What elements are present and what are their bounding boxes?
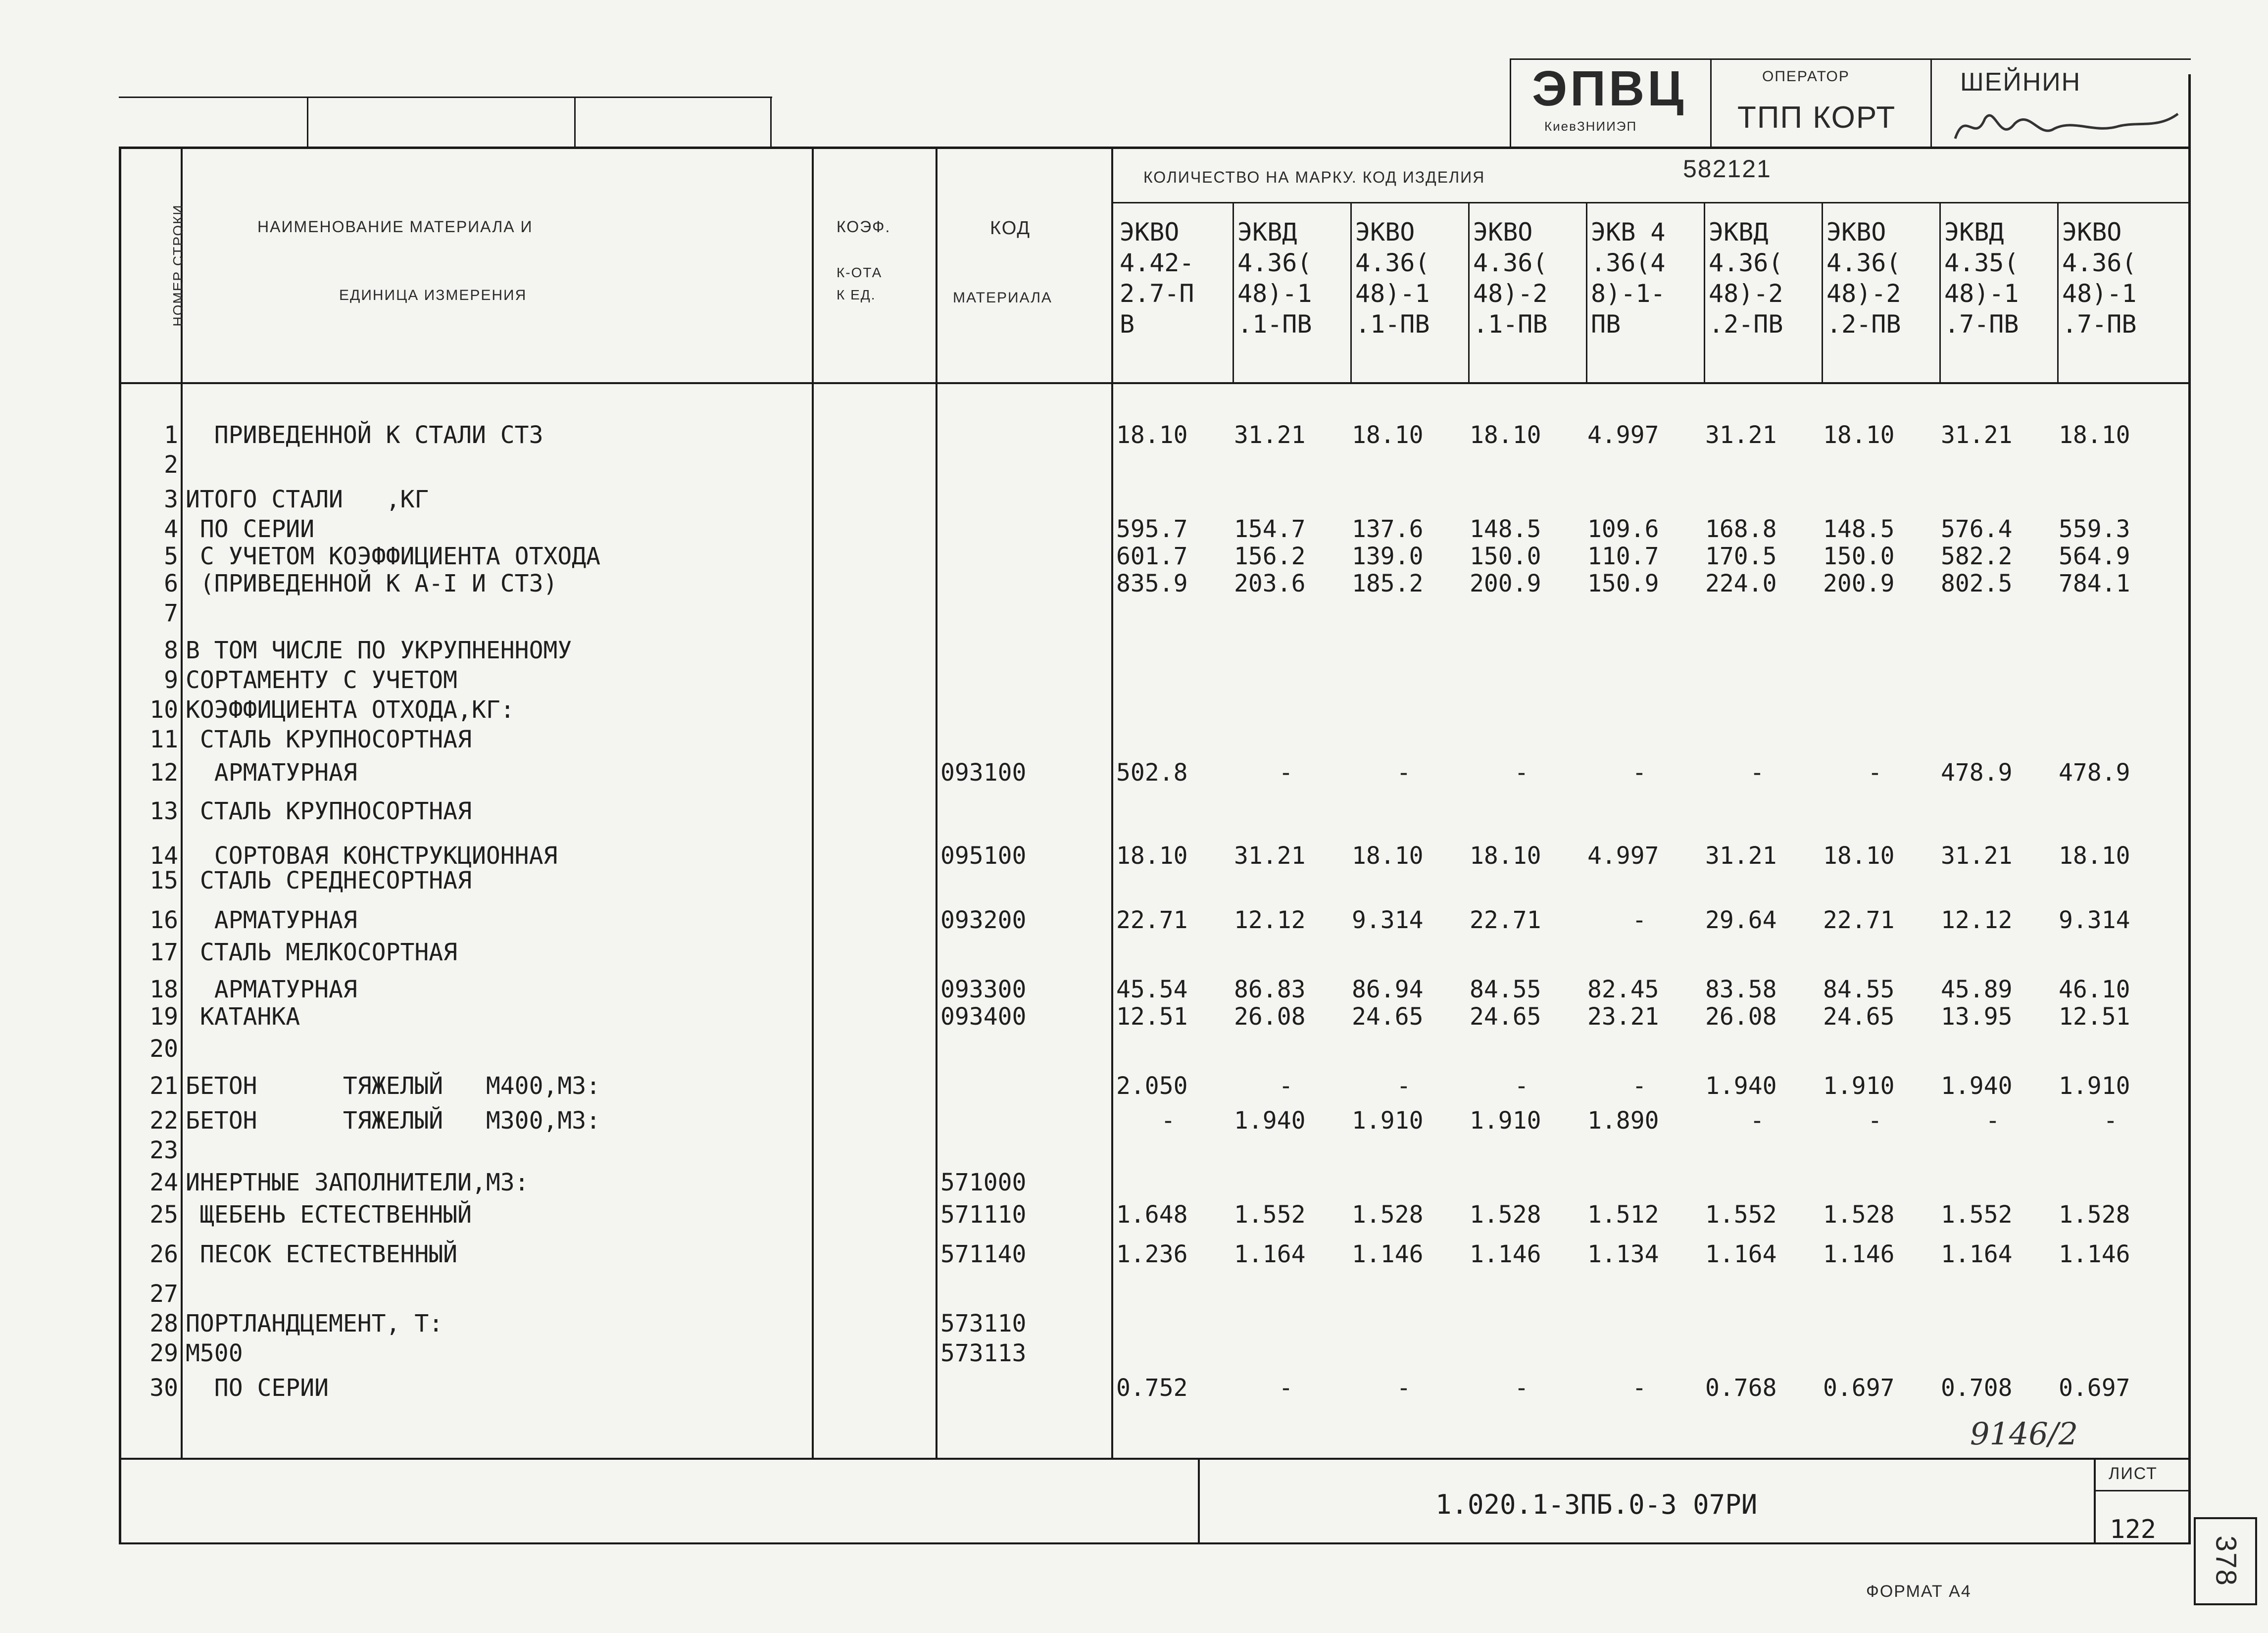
coef-header-3: К ЕД. (837, 287, 876, 302)
operator-value: ТПП КОРТ (1737, 100, 1896, 135)
row-number-header: НОМЕР СТРОКИ (170, 204, 186, 327)
row-number: 10 (149, 696, 178, 724)
column-header-line: ЭКВД (1944, 218, 2004, 247)
row-value: 1.134 (1587, 1240, 1659, 1268)
col-sep (936, 147, 937, 1458)
row-value: - (1632, 1072, 1647, 1100)
handwritten-note: 9146/2 (1970, 1416, 2078, 1452)
column-header-line: .2-ПВ (1826, 310, 1901, 339)
row-material-name: ИТОГО СТАЛИ ,КГ (186, 486, 429, 513)
row-value: 150.0 (1470, 543, 1541, 570)
row-value: 45.54 (1116, 976, 1188, 1003)
row-number: 5 (164, 543, 178, 570)
row-number: 6 (164, 570, 178, 597)
row-value: 1.910 (1352, 1107, 1424, 1135)
row-material-code: 571000 (940, 1169, 1027, 1196)
row-value: 12.12 (1234, 906, 1306, 934)
row-value: 1.146 (1470, 1240, 1541, 1268)
column-header-line: ЭКВО (2062, 218, 2122, 247)
row-material-name: КАТАНКА (186, 1003, 300, 1031)
sheet-number: 122 (2110, 1515, 2156, 1544)
row-material-code: 573110 (940, 1310, 1027, 1337)
sub-sep (1586, 202, 1587, 383)
row-value: 46.10 (2059, 976, 2130, 1003)
row-material-name: ПОРТЛАНДЦЕМЕНТ, Т: (186, 1310, 444, 1337)
row-value: 84.55 (1823, 976, 1895, 1003)
column-header-line: 4.36( (1709, 248, 1783, 277)
column-header-line: 48)-1 (2062, 279, 2137, 308)
column-header-line: .2-ПВ (1709, 310, 1783, 339)
row-value: 502.8 (1116, 759, 1188, 787)
row-value: 203.6 (1234, 570, 1306, 597)
column-header-line: .1-ПВ (1237, 310, 1312, 339)
row-value: - (1514, 1374, 1529, 1402)
column-header-line: .1-ПВ (1355, 310, 1430, 339)
row-value: - (1279, 1072, 1293, 1100)
column-header-line: 4.36( (1473, 248, 1548, 277)
row-value: - (1750, 759, 1765, 787)
col-sep (1111, 147, 1113, 1458)
row-value: - (1632, 759, 1647, 787)
row-value: 1.940 (1705, 1072, 1777, 1100)
row-value: 1.528 (1470, 1201, 1541, 1229)
row-value: 23.21 (1587, 1003, 1659, 1031)
row-number: 21 (149, 1072, 178, 1100)
coef-header-2: К-ОТА (837, 265, 883, 280)
row-material-name: БЕТОН ТЯЖЕЛЫЙ М400,М3: (186, 1072, 601, 1100)
footer-line (2094, 1490, 2190, 1491)
row-value: 168.8 (1705, 515, 1777, 543)
column-header-line: ЭКВО (1120, 218, 1180, 247)
row-value: 24.65 (1823, 1003, 1895, 1031)
row-value: 1.512 (1587, 1201, 1659, 1229)
row-material-name: СТАЛЬ КРУПНОСОРТНАЯ (186, 797, 472, 825)
row-value: 148.5 (1823, 515, 1895, 543)
row-value: 154.7 (1234, 515, 1306, 543)
row-material-name: ЩЕБЕНЬ ЕСТЕСТВЕННЫЙ (186, 1201, 472, 1229)
column-header-line: 8)-1- (1591, 279, 1666, 308)
column-header-line: 2.7-П (1120, 279, 1194, 308)
row-material-name: СТАЛЬ СРЕДНЕСОРТНАЯ (186, 867, 472, 894)
row-value: - (1279, 759, 1293, 787)
row-material-code: 571110 (940, 1201, 1027, 1229)
row-number: 16 (149, 906, 178, 934)
row-number: 7 (164, 599, 178, 627)
row-value: 18.10 (1823, 421, 1895, 449)
row-value: 18.10 (1116, 421, 1188, 449)
row-material-name: ИНЕРТНЫЕ ЗАПОЛНИТЕЛИ,М3: (186, 1169, 529, 1196)
org-name: ЭПВЦ (1532, 61, 1687, 116)
row-value: 1.528 (2059, 1201, 2130, 1229)
row-value: 1.552 (1234, 1201, 1306, 1229)
row-value: 18.10 (2059, 421, 2130, 449)
row-value: - (1396, 1374, 1411, 1402)
row-value: 0.752 (1116, 1374, 1188, 1402)
column-header-line: .7-ПВ (1944, 310, 2019, 339)
row-value: 12.12 (1941, 906, 2013, 934)
row-material-name: СТАЛЬ КРУПНОСОРТНАЯ (186, 726, 472, 753)
row-value: 1.164 (1941, 1240, 2013, 1268)
row-value: 18.10 (1116, 842, 1188, 870)
row-value: 24.65 (1470, 1003, 1541, 1031)
row-value: - (1396, 1072, 1411, 1100)
row-material-code: 093200 (940, 906, 1027, 934)
sub-sep (1822, 202, 1823, 383)
row-value: 224.0 (1705, 570, 1777, 597)
row-value: - (1750, 1107, 1765, 1135)
org-subname: КиевЗНИИЭП (1544, 119, 1637, 134)
row-material-name: М500 (186, 1339, 243, 1367)
row-value: - (1985, 1107, 2000, 1135)
row-value: 22.71 (1116, 906, 1188, 934)
column-header-line: 48)-2 (1709, 279, 1783, 308)
row-value: 4.997 (1587, 421, 1659, 449)
row-value: - (1161, 1107, 1176, 1135)
row-number: 18 (149, 976, 178, 1003)
row-material-code: 093300 (940, 976, 1027, 1003)
material-unit-header: ЕДИНИЦА ИЗМЕРЕНИЯ (339, 287, 527, 303)
row-value: 784.1 (2059, 570, 2130, 597)
row-value: 139.0 (1352, 543, 1424, 570)
column-header-line: 4.35( (1944, 248, 2019, 277)
column-header-line: ЭКВО (1473, 218, 1533, 247)
row-material-name: ПРИВЕДЕННОЙ К СТАЛИ СТ3 (186, 421, 543, 449)
row-number: 3 (164, 486, 178, 513)
row-number: 29 (149, 1339, 178, 1367)
column-header-line: ПВ (1591, 310, 1621, 339)
column-header-line: 48)-1 (1355, 279, 1430, 308)
row-value: 200.9 (1823, 570, 1895, 597)
column-header-line: .7-ПВ (2062, 310, 2137, 339)
sub-sep (1233, 202, 1234, 383)
row-value: - (1279, 1374, 1293, 1402)
row-number: 22 (149, 1107, 178, 1135)
column-header-line: .36(4 (1591, 248, 1666, 277)
row-value: 31.21 (1941, 842, 2013, 870)
row-value: 1.528 (1823, 1201, 1895, 1229)
column-header-line: 4.36( (1826, 248, 1901, 277)
stamp-line (1510, 58, 2191, 60)
row-value: 12.51 (1116, 1003, 1188, 1031)
topbox-line (119, 97, 772, 98)
column-header-line: ЭКВО (1355, 218, 1415, 247)
row-number: 30 (149, 1374, 178, 1402)
row-material-name: В ТОМ ЧИСЛЕ ПО УКРУПНЕННОМУ (186, 637, 572, 664)
operator-name: ШЕЙНИН (1960, 68, 2081, 97)
row-number: 23 (149, 1137, 178, 1164)
column-header-line: 48)-2 (1473, 279, 1548, 308)
row-value: 82.45 (1587, 976, 1659, 1003)
row-value: 576.4 (1941, 515, 2013, 543)
topbox-line (770, 97, 772, 148)
row-value: 802.5 (1941, 570, 2013, 597)
product-code: 582121 (1683, 155, 1772, 183)
sub-sep (2057, 202, 2059, 383)
document-designation: 1.020.1-3ПБ.0-3 07РИ (1435, 1489, 1758, 1520)
row-value: 564.9 (2059, 543, 2130, 570)
sub-sep (1350, 202, 1352, 383)
row-value: 31.21 (1705, 842, 1777, 870)
code-header-2: МАТЕРИАЛА (953, 290, 1052, 306)
row-material-name: КОЭФФИЦИЕНТА ОТХОДА,КГ: (186, 696, 515, 724)
row-material-name: БЕТОН ТЯЖЕЛЫЙ М300,М3: (186, 1107, 601, 1135)
quantity-header: КОЛИЧЕСТВО НА МАРКУ. КОД ИЗДЕЛИЯ (1143, 168, 1485, 186)
row-number: 20 (149, 1035, 178, 1063)
row-material-name: С УЧЕТОМ КОЭФФИЦИЕНТА ОТХОДА (186, 543, 601, 570)
row-value: - (1514, 759, 1529, 787)
row-value: 1.146 (1352, 1240, 1424, 1268)
row-value: 0.708 (1941, 1374, 2013, 1402)
row-number: 9 (164, 666, 178, 694)
row-material-code: 093400 (940, 1003, 1027, 1031)
row-value: - (1514, 1072, 1529, 1100)
row-material-code: 093100 (940, 759, 1027, 787)
row-number: 15 (149, 867, 178, 894)
row-value: 200.9 (1470, 570, 1541, 597)
row-number: 26 (149, 1240, 178, 1268)
row-material-name: ПО СЕРИИ (186, 1374, 329, 1402)
frame-top (119, 147, 2191, 149)
row-value: 582.2 (1941, 543, 2013, 570)
row-material-name: АРМАТУРНАЯ (186, 976, 357, 1003)
row-material-name: АРМАТУРНАЯ (186, 906, 357, 934)
row-material-code: 573113 (940, 1339, 1027, 1367)
sub-sep (1468, 202, 1470, 383)
row-value: 0.697 (2059, 1374, 2130, 1402)
topbox-line (307, 97, 308, 148)
row-value: 1.940 (1941, 1072, 2013, 1100)
sub-sep (1939, 202, 1941, 383)
row-material-name: АРМАТУРНАЯ (186, 759, 357, 787)
row-value: 601.7 (1116, 543, 1188, 570)
row-value: 84.55 (1470, 976, 1541, 1003)
row-value: 0.768 (1705, 1374, 1777, 1402)
column-header-line: ЭКВ 4 (1591, 218, 1666, 247)
frame-right (2188, 74, 2191, 1544)
column-header-line: 4.36( (2062, 248, 2137, 277)
code-header-1: КОД (990, 218, 1031, 239)
row-value: - (1868, 1107, 1882, 1135)
coef-header-1: КОЭФ. (837, 218, 891, 236)
row-number: 1 (164, 421, 178, 449)
row-value: 1.910 (1823, 1072, 1895, 1100)
row-value: 478.9 (1941, 759, 2013, 787)
row-value: 18.10 (1352, 421, 1424, 449)
row-value: 1.236 (1116, 1240, 1188, 1268)
column-header-line: 48)-2 (1826, 279, 1901, 308)
row-value: 185.2 (1352, 570, 1424, 597)
row-value: 1.940 (1234, 1107, 1306, 1135)
row-value: 150.9 (1587, 570, 1659, 597)
row-value: 559.3 (2059, 515, 2130, 543)
column-header-line: .1-ПВ (1473, 310, 1548, 339)
row-material-name: СОРТАМЕНТУ С УЧЕТОМ (186, 666, 458, 694)
col-sep (812, 147, 814, 1458)
row-material-name: (ПРИВЕДЕННОЙ К А-I И СТ3) (186, 570, 558, 597)
row-material-name: ПЕСОК ЕСТЕСТВЕННЫЙ (186, 1240, 458, 1268)
row-number: 27 (149, 1280, 178, 1308)
row-value: - (1632, 1374, 1647, 1402)
row-value: 86.94 (1352, 976, 1424, 1003)
row-number: 13 (149, 797, 178, 825)
column-header-line: ЭКВД (1709, 218, 1769, 247)
row-value: 22.71 (1470, 906, 1541, 934)
row-value: 18.10 (1823, 842, 1895, 870)
column-header-line: В (1120, 310, 1135, 339)
row-value: 1.146 (2059, 1240, 2130, 1268)
row-value: 2.050 (1116, 1072, 1188, 1100)
row-number: 17 (149, 939, 178, 966)
body-bottom (119, 1458, 2191, 1460)
row-material-name: ПО СЕРИИ (186, 515, 315, 543)
row-value: 148.5 (1470, 515, 1541, 543)
format-label: ФОРМАТ А4 (1866, 1582, 1972, 1601)
col-sep (181, 147, 183, 1458)
row-value: 110.7 (1587, 543, 1659, 570)
row-value: 137.6 (1352, 515, 1424, 543)
row-value: 18.10 (2059, 842, 2130, 870)
row-value: 9.314 (2059, 906, 2130, 934)
row-value: 1.910 (2059, 1072, 2130, 1100)
row-value: 26.08 (1705, 1003, 1777, 1031)
stamp-line (1510, 58, 1511, 148)
row-value: 26.08 (1234, 1003, 1306, 1031)
row-number: 11 (149, 726, 178, 753)
row-value: 31.21 (1941, 421, 2013, 449)
row-value: 1.164 (1705, 1240, 1777, 1268)
row-value: 31.21 (1234, 842, 1306, 870)
operator-label: ОПЕРАТОР (1762, 68, 1850, 85)
row-value: 18.10 (1470, 421, 1541, 449)
row-number: 24 (149, 1169, 178, 1196)
row-number: 2 (164, 451, 178, 479)
row-value: 1.890 (1587, 1107, 1659, 1135)
row-value: 1.648 (1116, 1201, 1188, 1229)
column-header-line: 48)-1 (1944, 279, 2019, 308)
row-material-name: СТАЛЬ МЕЛКОСОРТНАЯ (186, 939, 458, 966)
row-material-code: 571140 (940, 1240, 1027, 1268)
row-value: 835.9 (1116, 570, 1188, 597)
row-value: - (1396, 759, 1411, 787)
column-header-line: 4.36( (1237, 248, 1312, 277)
topbox-line (574, 97, 576, 148)
row-value: 86.83 (1234, 976, 1306, 1003)
row-value: - (1632, 906, 1647, 934)
side-number: 378 (2210, 1535, 2242, 1586)
row-number: 4 (164, 515, 178, 543)
signature (1945, 99, 2183, 148)
footer-line (1198, 1458, 1200, 1544)
row-value: 12.51 (2059, 1003, 2130, 1031)
frame-left (119, 147, 121, 1544)
row-number: 19 (149, 1003, 178, 1031)
row-value: 170.5 (1705, 543, 1777, 570)
column-header-line: 4.42- (1120, 248, 1194, 277)
row-material-code: 095100 (940, 842, 1027, 870)
row-value: 1.910 (1470, 1107, 1541, 1135)
column-header-line: ЭКВД (1237, 218, 1297, 247)
row-value: 4.997 (1587, 842, 1659, 870)
row-value: 156.2 (1234, 543, 1306, 570)
sub-sep (1704, 202, 1705, 383)
row-value: 18.10 (1470, 842, 1541, 870)
row-value: 31.21 (1234, 421, 1306, 449)
row-value: 83.58 (1705, 976, 1777, 1003)
row-value: 45.89 (1941, 976, 2013, 1003)
column-header-line: 48)-1 (1237, 279, 1312, 308)
column-header-line: ЭКВО (1826, 218, 1886, 247)
footer-line (2094, 1458, 2096, 1544)
row-value: 1.164 (1234, 1240, 1306, 1268)
row-value: 29.64 (1705, 906, 1777, 934)
row-value: 1.146 (1823, 1240, 1895, 1268)
row-value: 31.21 (1705, 421, 1777, 449)
row-number: 28 (149, 1310, 178, 1337)
qty-sep (1111, 202, 2190, 203)
row-value: 1.552 (1705, 1201, 1777, 1229)
row-value: - (2103, 1107, 2118, 1135)
row-value: 13.95 (1941, 1003, 2013, 1031)
row-value: 150.0 (1823, 543, 1895, 570)
row-value: 1.528 (1352, 1201, 1424, 1229)
row-number: 14 (149, 842, 178, 870)
row-number: 25 (149, 1201, 178, 1229)
stamp-line (1930, 58, 1932, 148)
row-value: 595.7 (1116, 515, 1188, 543)
row-value: 478.9 (2059, 759, 2130, 787)
row-material-name: СОРТОВАЯ КОНСТРУКЦИОННАЯ (186, 842, 558, 870)
row-value: 22.71 (1823, 906, 1895, 934)
row-value: 24.65 (1352, 1003, 1424, 1031)
sheet-label: ЛИСТ (2109, 1464, 2158, 1483)
row-value: 18.10 (1352, 842, 1424, 870)
row-number: 12 (149, 759, 178, 787)
row-value: 109.6 (1587, 515, 1659, 543)
row-number: 8 (164, 637, 178, 664)
row-value: - (1868, 759, 1882, 787)
row-value: 1.552 (1941, 1201, 2013, 1229)
row-value: 9.314 (1352, 906, 1424, 934)
row-value: 0.697 (1823, 1374, 1895, 1402)
frame-bottom (119, 1542, 2191, 1544)
material-header: НАИМЕНОВАНИЕ МАТЕРИАЛА И (257, 218, 533, 236)
stamp-line (1710, 58, 1712, 148)
header-bottom (119, 382, 2191, 384)
column-header-line: 4.36( (1355, 248, 1430, 277)
